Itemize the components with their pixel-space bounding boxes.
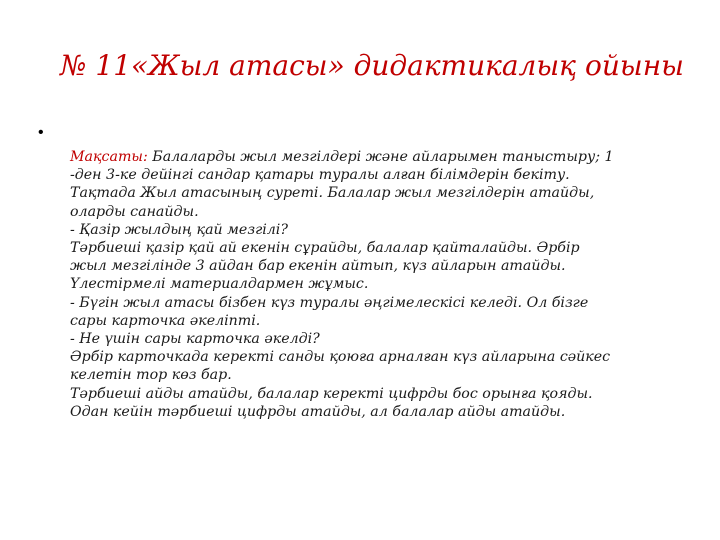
slide-title: № 11«Жыл атасы» дидактикалық ойыны (60, 49, 684, 82)
goal-text: Балаларды жыл мезгілдері және айларымен таныстыру; 1 (152, 149, 614, 165)
body-line: оларды санайды. (70, 203, 199, 220)
body-line: -ден 3-ке дейінгі сандар қатары туралы алған білімдерін бекіту. (70, 167, 570, 184)
body-line (70, 148, 680, 166)
body-line: Тәрбиеші қазір қай ай екенін сұрайды, балалар қайталайды. Әрбір (70, 240, 580, 257)
body-line: Тәрбиеші айды атайды, балалар керекті цифрды бос орынға қояды. (70, 385, 593, 402)
goal-label: Мақсаты: (70, 149, 153, 165)
body-line: Үлестірмелі материалдармен жұмыс. (70, 276, 369, 293)
bullet-marker: • (38, 124, 44, 141)
body-line: - Бүгін жыл атасы бізбен күз туралы әңгімелескісі келеді. Ол бізге (70, 294, 589, 311)
body-line: Одан кейін тәрбиеші цифрды атайды, ал балалар айды атайды. (70, 403, 566, 420)
body-line: Әрбір карточкада керекті санды қоюға арналған күз айларына сәйкес (70, 349, 611, 366)
body-line: келетін тор көз бар. (70, 367, 232, 384)
body-line: Тақтада Жыл атасының суреті. Балалар жыл мезгілдерін атайды, (70, 185, 595, 202)
body-line: - Не үшін сары карточка әкелді? (70, 331, 320, 348)
body-line: сары карточка әкеліпті. (70, 312, 261, 329)
body-line: жыл мезгілінде 3 айдан бар екенін айтып, күз айларын атайды. (70, 258, 566, 275)
body-line: - Қазір жылдың қай мезгілі? (70, 221, 288, 238)
slide-body (70, 148, 680, 421)
